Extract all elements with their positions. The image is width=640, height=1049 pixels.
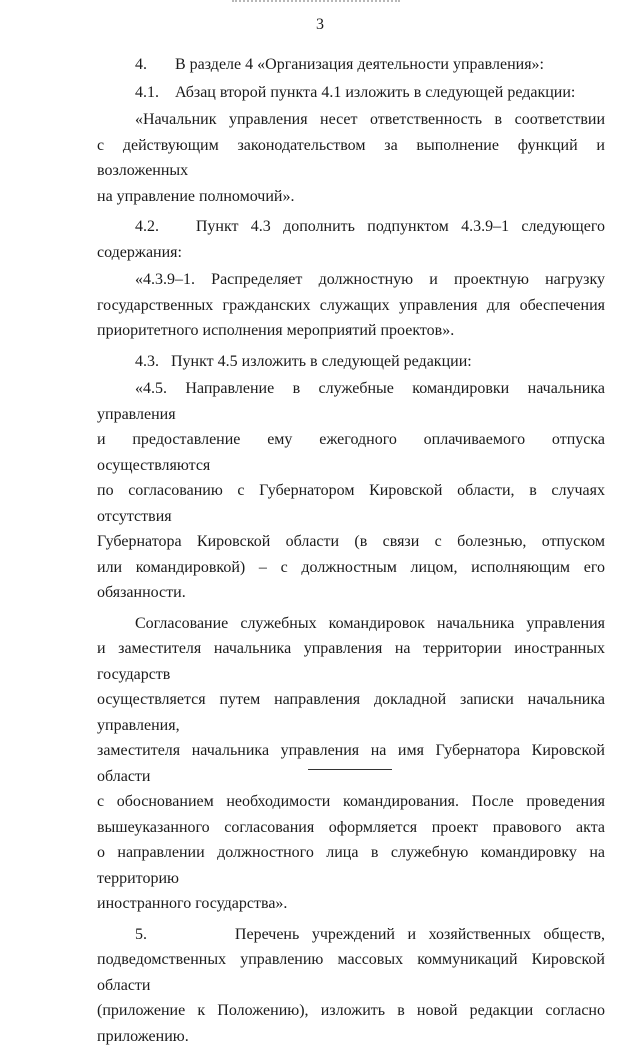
approval-text-line-2: и заместителя начальника управления на территории иностранных государств bbox=[97, 640, 605, 683]
scan-artifact bbox=[232, 0, 400, 8]
item-4-1-text-line-3: на управление полномочий». bbox=[97, 187, 295, 205]
item-4-1-text-line-2: с действующим законодательством за выполнение функций и возложенных bbox=[97, 136, 605, 179]
item-4-5-text-line-1: «4.5. Направление в служебные командировки начальника управления bbox=[97, 380, 605, 423]
approval-text-line-4: заместителя начальника управления на имя Губернатора Кировской области bbox=[97, 742, 605, 785]
approval-text-line-8: иностранного государства». bbox=[97, 895, 288, 912]
approval-text-line-3: осуществляется путем направления докладной записки начальника управления, bbox=[97, 691, 605, 734]
item-4-2-heading: 4.2. Пункт 4.3 дополнить подпунктом 4.3.9–1 следующего содержания: bbox=[97, 218, 605, 261]
item-4-heading: 4. В разделе 4 «Организация деятельности управления»: bbox=[135, 56, 544, 73]
item-4-2-text-line-1: «4.3.9–1. Распределяет должностную и проектную нагрузку bbox=[135, 271, 605, 288]
end-of-document-rule bbox=[308, 769, 392, 770]
item-5-text-line-2: подведомственных управлению массовых коммуникаций Кировской области bbox=[97, 951, 605, 994]
page-number: 3 bbox=[316, 16, 324, 33]
item-4-5-text-line-4: Губернатора Кировской области (в связи с болезнью, отпуском bbox=[97, 533, 605, 550]
item-4-5-text-line-2: и предоставление ему ежегодного оплачиваемого отпуска осуществляются bbox=[97, 431, 605, 474]
approval-text-line-7: о направлении должностного лица в служебную командировку на территорию bbox=[97, 844, 605, 887]
item-4-2-text-line-3: приоритетного исполнения мероприятий проектов». bbox=[97, 322, 455, 339]
approval-text-line-1: Согласование служебных командировок начальника управления bbox=[135, 614, 605, 632]
approval-text-line-6: вышеуказанного согласования оформляется проект правового акта bbox=[97, 818, 605, 836]
item-4-2-text-line-2: государственных гражданских служащих управления для обеспечения bbox=[97, 296, 605, 314]
item-4-5-text-line-3: по согласованию с Губернатором Кировской области, в случаях отсутствия bbox=[97, 482, 605, 525]
document-body bbox=[97, 52, 605, 1049]
item-4-5-text-line-5: или командировкой) – с должностным лицом, исполняющим его обязанности. bbox=[97, 558, 605, 601]
item-4-1-text-line-1: «Начальник управления несет ответственность в соответствии bbox=[135, 111, 605, 128]
approval-text-line-5: с обоснованием необходимости командирования. После проведения bbox=[97, 793, 605, 810]
item-5-text-line-1: 5. Перечень учреждений и хозяйственных обществ, bbox=[135, 925, 605, 943]
item-4-1-heading: 4.1. Абзац второй пункта 4.1 изложить в следующей редакции: bbox=[135, 83, 576, 101]
item-4-3-heading: 4.3. Пункт 4.5 изложить в следующей редакции: bbox=[135, 352, 472, 370]
item-5-text-line-3: (приложение к Положению), изложить в новой редакции согласно приложению. bbox=[97, 1002, 605, 1045]
